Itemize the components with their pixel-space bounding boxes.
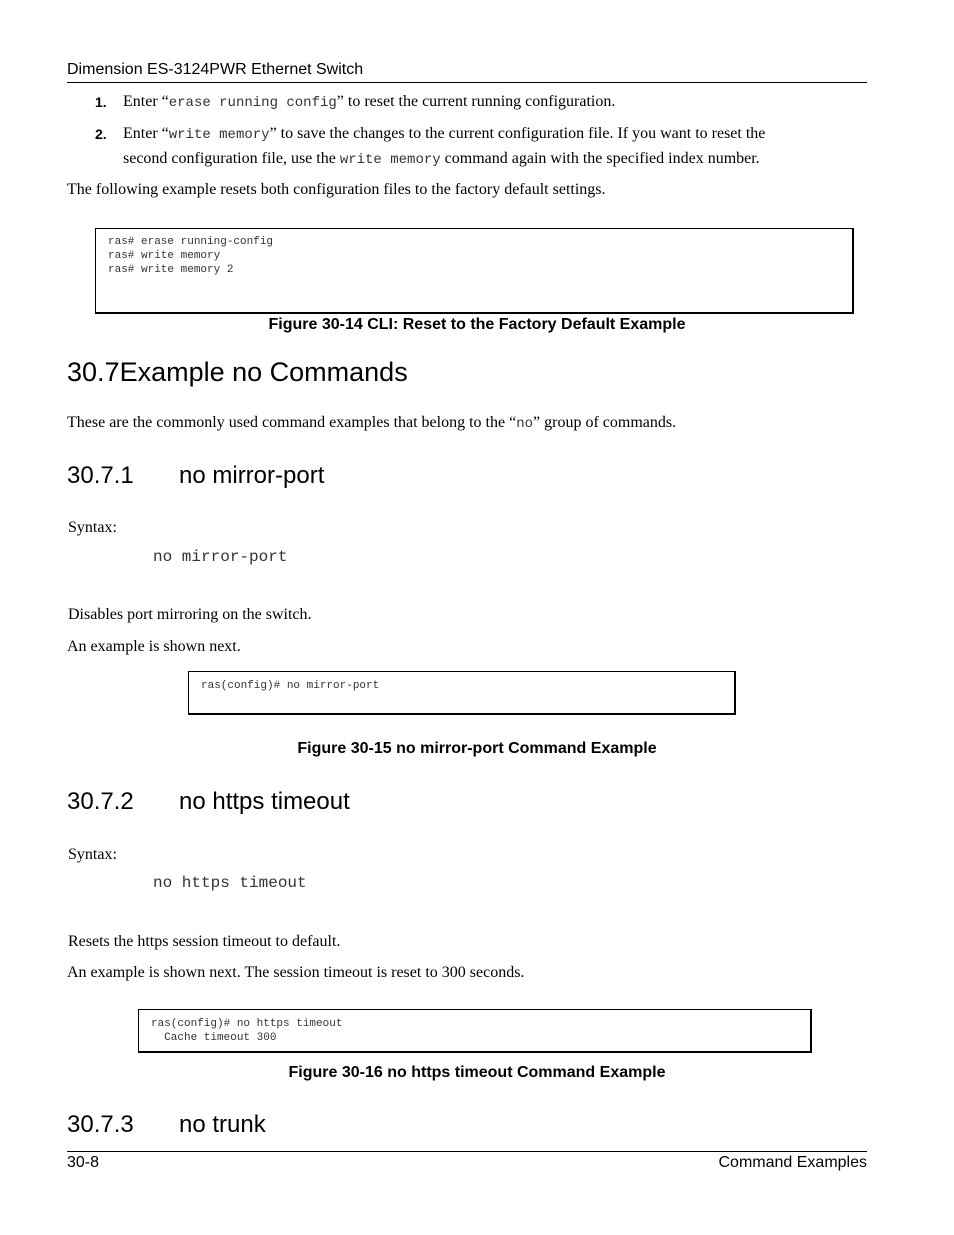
subsection-number: 30.7.2 <box>67 788 134 815</box>
inline-code: no <box>516 416 534 432</box>
header-rule <box>67 82 867 83</box>
figure-caption-14: Figure 30-14 CLI: Reset to the Factory Default Example <box>268 316 686 333</box>
code-block-fig16: ras(config)# no https timeout Cache timeout 300 <box>138 1009 812 1053</box>
code-block-fig15: ras(config)# no mirror-port <box>188 671 736 715</box>
section-intro: These are the commonly used command examples that belong to the “no” group of commands. <box>67 414 677 432</box>
page-number: 30-8 <box>67 1154 100 1171</box>
footer-rule <box>67 1151 867 1152</box>
step-number: 2. <box>95 126 107 142</box>
figure-caption-15: Figure 30-15 no mirror-port Command Example <box>297 740 657 757</box>
subsection-title: no https timeout <box>179 788 350 815</box>
intro-paragraph: The following example resets both configuration files to the factory default settings. <box>67 181 606 198</box>
section-heading <box>67 357 408 388</box>
syntax-label: Syntax: <box>68 846 117 863</box>
subsection-title: no mirror-port <box>179 462 325 489</box>
code-block-fig14: ras# erase running-config ras# write memory ras# write memory 2 <box>95 228 854 314</box>
chapter-name: Command Examples <box>718 1154 867 1171</box>
subsection-heading-3 <box>67 1111 266 1139</box>
subsection-number: 30.7.3 <box>67 1111 134 1138</box>
running-header: Dimension ES-3124PWR Ethernet Switch <box>67 61 364 78</box>
subsection-heading-1 <box>67 462 325 490</box>
section-title: Example no Commands <box>119 357 408 387</box>
description: Disables port mirroring on the switch. <box>68 606 312 623</box>
subsection-number: 30.7.1 <box>67 462 134 489</box>
step-number: 1. <box>95 94 107 110</box>
inline-code: erase running config <box>168 95 337 111</box>
syntax-label: Syntax: <box>68 519 117 536</box>
syntax-command: no https timeout <box>153 874 307 892</box>
inline-code: write memory <box>168 127 270 143</box>
example-intro: An example is shown next. The session timeout is reset to 300 seconds. <box>67 964 525 981</box>
figure-caption-16: Figure 30-16 no https timeout Command Example <box>288 1064 666 1081</box>
syntax-command: no mirror-port <box>153 548 288 566</box>
subsection-heading-2 <box>67 788 350 816</box>
subsection-title: no trunk <box>179 1111 266 1138</box>
description: Resets the https session timeout to default. <box>68 933 341 950</box>
section-number: 30.7 <box>67 357 120 387</box>
example-intro: An example is shown next. <box>67 638 241 655</box>
inline-code: write memory <box>339 152 441 168</box>
